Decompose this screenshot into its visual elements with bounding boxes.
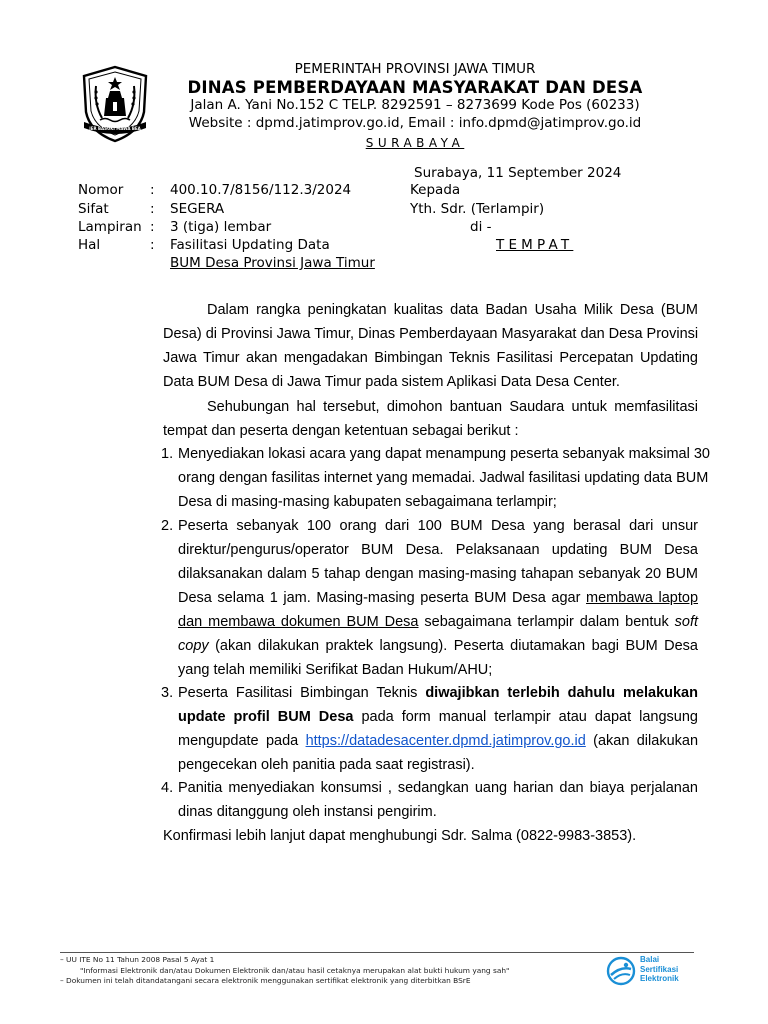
list-item-3-text: pada form manual terlampir atau dapat langsung bbox=[353, 709, 699, 725]
nomor-label: Nomor bbox=[78, 182, 124, 198]
east-java-coat-of-arms-logo bbox=[80, 64, 150, 144]
recipient-kepada: Kepada bbox=[410, 182, 461, 198]
list-item-2-text: sebagaimana terlampir dalam bentuk bbox=[418, 614, 675, 630]
list-item-2-line bbox=[178, 638, 698, 654]
sifat-colon: : bbox=[150, 201, 155, 217]
footer-signature-note: – Dokumen ini telah ditandatangani secara elektronik menggunakan sertifikat elektronik yang diterbitkan BSrE bbox=[60, 976, 471, 985]
closing-contact-line: Konfirmasi lebih lanjut dapat menghubungi Sdr. Salma (0822-9983-3853). bbox=[163, 828, 637, 844]
emphasis-bring-laptop: membawa laptop bbox=[586, 590, 699, 606]
footer-law-quote: "Informasi Elektronik dan/atau Dokumen Elektronik dan/atau hasil cetaknya merupakan alat bukti hukum yang sah" bbox=[80, 966, 510, 975]
letter-date: Surabaya, 11 September 2024 bbox=[414, 165, 622, 181]
hal-value-line1: Fasilitasi Updating Data bbox=[170, 237, 330, 253]
list-item-4-line: dinas ditanggung oleh instansi pengirim. bbox=[178, 804, 437, 820]
bold-obligation: diwajibkan terlebih dahulu melakukan bbox=[425, 685, 698, 701]
italic-soft: soft bbox=[674, 614, 698, 630]
sifat-value: SEGERA bbox=[170, 201, 225, 217]
recipient-tempat: TEMPAT bbox=[496, 237, 574, 253]
letterhead-agency-name: DINAS PEMBERDAYAAN MASYARAKAT DAN DESA bbox=[187, 78, 643, 97]
letterhead-city: SURABAYA bbox=[365, 136, 465, 150]
paragraph-1-line: Desa) di Provinsi Jawa Timur, Dinas Pemberdayaan Masyarakat dan Desa Provinsi bbox=[163, 326, 699, 342]
bsre-logo-text bbox=[640, 955, 679, 984]
emphasis-bring-documents: dan membawa dokumen BUM Desa bbox=[178, 614, 419, 630]
bsre-text-line: Sertifikasi bbox=[640, 964, 679, 974]
paragraph-2-line: Sehubungan hal tersebut, dimohon bantuan Saudara untuk memfasilitasi bbox=[207, 399, 698, 415]
list-item-3-line: pengecekan oleh panitia pada saat registrasi). bbox=[178, 757, 475, 773]
list-item-2-line: yang telah memiliki Serifikat Badan Hukum/AHU; bbox=[178, 662, 493, 678]
list-item-number: 4. bbox=[161, 780, 174, 796]
list-item-2-line bbox=[178, 590, 698, 606]
list-item-2-line: Peserta sebanyak 100 orang dari 100 BUM Desa yang berasal dari unsur bbox=[178, 518, 698, 534]
footer-divider bbox=[60, 952, 694, 953]
list-item-2-text: (akan dilakukan praktek langsung). Peserta diutamakan bagi BUM Desa bbox=[208, 638, 698, 654]
hal-colon: : bbox=[150, 237, 155, 253]
list-item-number: 3. bbox=[161, 685, 174, 701]
list-item-2-line: dilaksanakan dalam 5 tahap dengan masing-masing tahapan sebanyak 20 BUM bbox=[178, 566, 698, 582]
list-item-3-text: Peserta Fasilitasi Bimbingan Teknis bbox=[178, 685, 426, 701]
lampiran-value: 3 (tiga) lembar bbox=[170, 219, 272, 235]
nomor-colon: : bbox=[150, 182, 155, 198]
list-item-3-line bbox=[178, 733, 698, 749]
bold-update-profile: update profil BUM Desa bbox=[178, 709, 354, 725]
paragraph-1-line: Data BUM Desa di Jawa Timur pada sistem Aplikasi Data Desa Center. bbox=[163, 374, 620, 390]
list-item-number: 1. bbox=[161, 446, 174, 462]
list-item-2-line bbox=[178, 614, 698, 630]
datadesacenter-link[interactable]: https://datadesacenter.dpmd.jatimprov.go.id bbox=[305, 733, 586, 749]
list-item-4-line: Panitia menyediakan konsumsi , sedangkan uang harian dan biaya perjalanan bbox=[178, 780, 698, 796]
recipient-yth: Yth. Sdr. (Terlampir) bbox=[410, 201, 545, 217]
letterhead-government-name: PEMERINTAH PROVINSI JAWA TIMUR bbox=[294, 61, 536, 77]
italic-copy: copy bbox=[178, 638, 209, 654]
list-item-2-line: direktur/pengurus/operator BUM Desa. Pelaksanaan updating BUM Desa bbox=[178, 542, 698, 558]
paragraph-1-line: Jawa Timur akan mengadakan Bimbingan Teknis Fasilitasi Percepatan Updating bbox=[163, 350, 698, 366]
hal-value-line2: BUM Desa Provinsi Jawa Timur bbox=[170, 255, 375, 271]
hal-label: Hal bbox=[78, 237, 101, 253]
list-item-1-line: Desa di masing-masing kabupaten sebagaimana terlampir; bbox=[178, 494, 557, 510]
letterhead-website-email: Website : dpmd.jatimprov.go.id, Email : info.dpmd@jatimprov.go.id bbox=[188, 115, 642, 131]
list-item-3-line bbox=[178, 685, 698, 701]
sifat-label: Sifat bbox=[78, 201, 109, 217]
list-item-1-line: orang dengan fasilitas internet yang memadai. Jadwal fasilitasi updating data BUM bbox=[178, 470, 709, 486]
list-item-1-line: Menyediakan lokasi acara yang dapat menampung peserta sebanyak maksimal 30 bbox=[178, 446, 710, 462]
logo-ribbon-text: JER BASUKI MAWA BEA bbox=[89, 126, 141, 131]
paragraph-1-line: Dalam rangka peningkatan kualitas data Badan Usaha Milik Desa (BUM bbox=[207, 302, 698, 318]
lampiran-label: Lampiran bbox=[78, 219, 142, 235]
recipient-di: di - bbox=[470, 219, 492, 235]
list-item-3-line bbox=[178, 709, 698, 725]
bsre-text-line: Elektronik bbox=[640, 974, 679, 983]
footer-law-reference: – UU ITE No 11 Tahun 2008 Pasal 5 Ayat 1 bbox=[60, 955, 215, 964]
list-item-3-text: mengupdate pada bbox=[178, 733, 306, 749]
nomor-value: 400.10.7/8156/112.3/2024 bbox=[170, 182, 352, 198]
bsre-logo-icon bbox=[606, 956, 636, 986]
list-item-2-text: Desa selama 1 jam. Masing-masing peserta BUM Desa agar bbox=[178, 590, 587, 606]
list-item-number: 2. bbox=[161, 518, 174, 534]
paragraph-2-line: tempat dan peserta dengan ketentuan sebagai berikut : bbox=[163, 423, 519, 439]
letterhead-address: Jalan A. Yani No.152 C TELP. 8292591 – 8273699 Kode Pos (60233) bbox=[190, 97, 640, 113]
bsre-text-line: Balai bbox=[640, 955, 660, 964]
lampiran-colon: : bbox=[150, 219, 155, 235]
list-item-3-text: (akan dilakukan bbox=[585, 733, 699, 749]
